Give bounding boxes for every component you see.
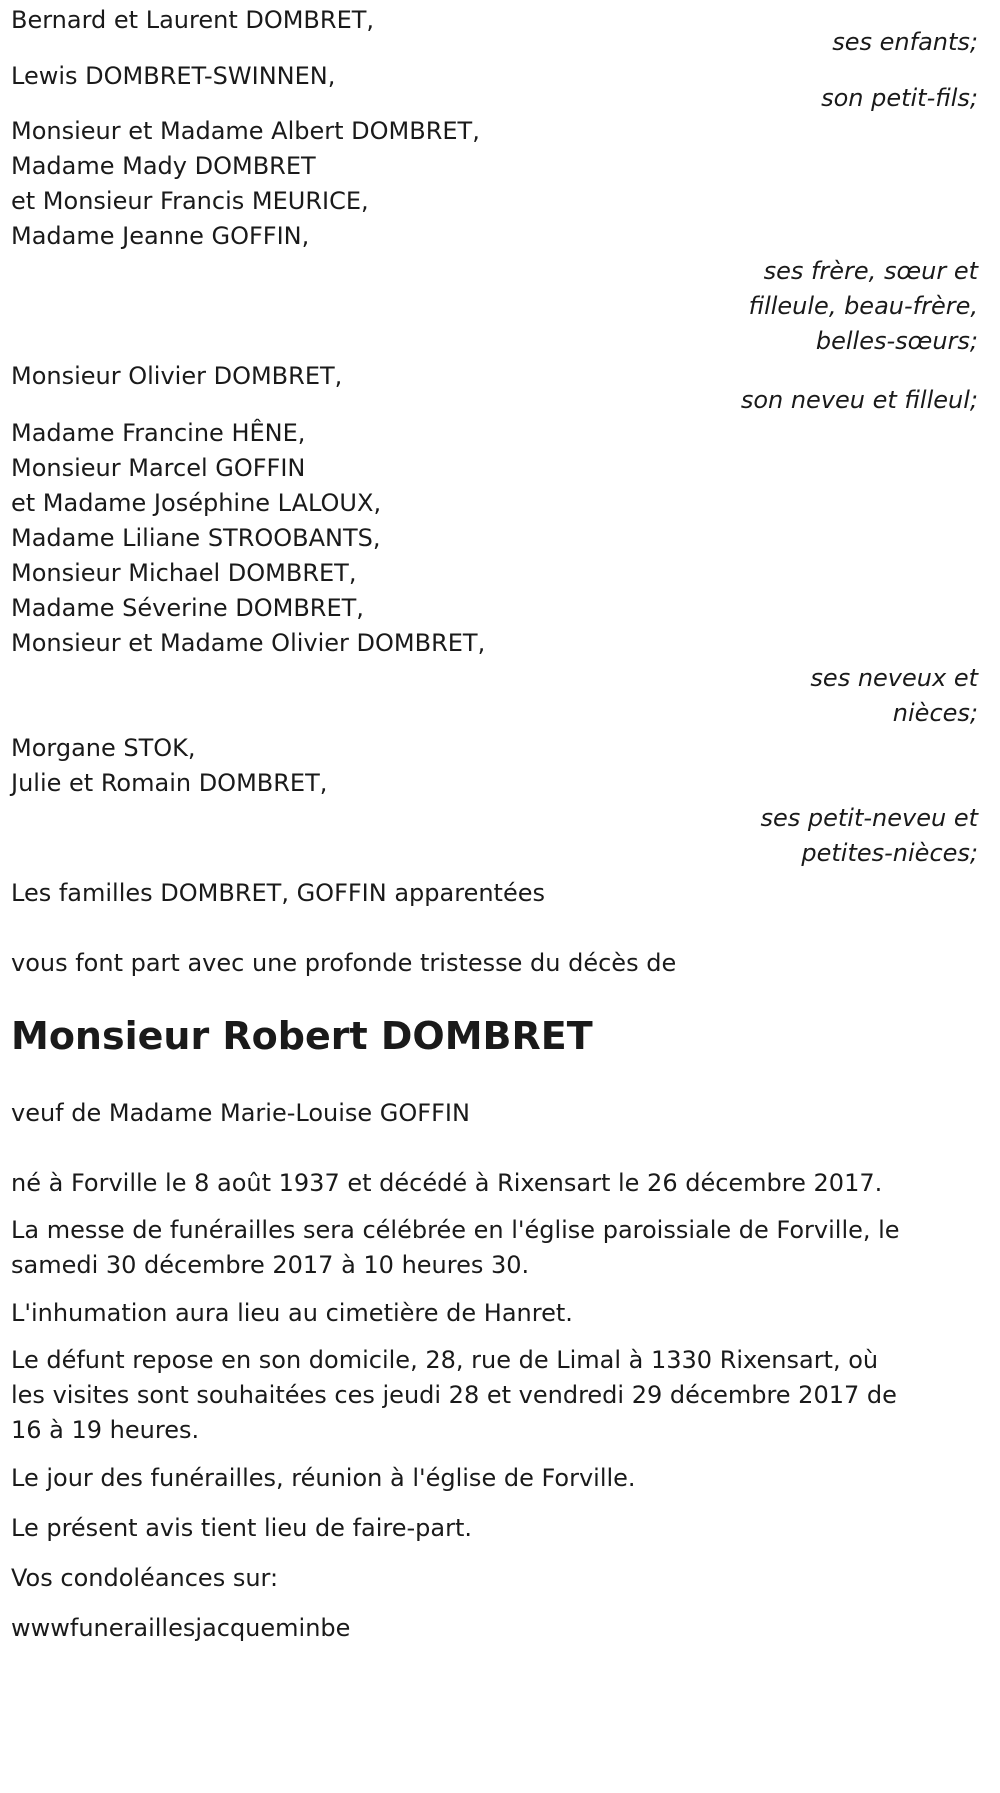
paragraph-line: Le défunt repose en son domicile, 28, rue de Limal à 1330 Rixensart, où	[11, 1346, 879, 1374]
family-name-line: Monsieur Olivier DOMBRET,	[11, 362, 343, 390]
relation-label: ses neveux et	[810, 664, 978, 692]
visitation-paragraph	[11, 1343, 989, 1448]
condolences-paragraph	[11, 1558, 989, 1598]
family-name-line: Madame Francine HÊNE,	[11, 419, 306, 447]
mass-paragraph	[11, 1213, 989, 1283]
paragraph-line: né à Forville le 8 août 1937 et décédé à Rixensart le 26 décembre 2017.	[11, 1169, 883, 1197]
family-name-line: Madame Mady DOMBRET	[11, 152, 316, 180]
paragraph-line: les visites sont souhaitées ces jeudi 28 et vendredi 29 décembre 2017 de	[11, 1381, 897, 1409]
family-name-line: Madame Séverine DOMBRET,	[11, 594, 364, 622]
website-paragraph	[11, 1608, 989, 1648]
family-name-line: Monsieur et Madame Albert DOMBRET,	[11, 117, 480, 145]
family-name-line: Madame Liliane STROOBANTS,	[11, 524, 381, 552]
family-group-nephew-godson	[11, 359, 989, 420]
family-name-line: Monsieur Marcel GOFFIN	[11, 454, 306, 482]
burial-paragraph	[11, 1293, 989, 1333]
paragraph-line: Le jour des funérailles, réunion à l'église de Forville.	[11, 1464, 636, 1492]
family-name-line: Monsieur et Madame Olivier DOMBRET,	[11, 629, 486, 657]
paragraph-line: Vos condoléances sur:	[11, 1564, 279, 1592]
meeting-paragraph	[11, 1458, 989, 1498]
family-name-line: et Madame Joséphine LALOUX,	[11, 489, 382, 517]
relation-label: filleule, beau-frère,	[748, 292, 978, 320]
family-name-line: Morgane STOK,	[11, 734, 196, 762]
family-name-line: et Monsieur Francis MEURICE,	[11, 187, 369, 215]
deceased-name: Monsieur Robert DOMBRET	[11, 1014, 593, 1058]
relation-label: nièces;	[892, 699, 978, 727]
relation-label: ses enfants;	[832, 28, 978, 56]
family-name-line: Lewis DOMBRET-SWINNEN,	[11, 62, 336, 90]
relation-label: ses petit-neveu et	[760, 804, 978, 832]
notice-paragraph	[11, 1508, 989, 1548]
relation-label: son neveu et filleul;	[740, 386, 978, 414]
paragraph-line: L'inhumation aura lieu au cimetière de Hanret.	[11, 1299, 573, 1327]
obituary-notice	[11, 0, 989, 1658]
relation-label: son petit-fils;	[821, 84, 978, 112]
relation-label: petites-nièces;	[801, 839, 978, 867]
paragraph-line: samedi 30 décembre 2017 à 10 heures 30.	[11, 1251, 530, 1279]
condolences-website: wwwfuneraillesjacqueminbe	[11, 1614, 351, 1642]
family-group-children	[11, 0, 989, 62]
family-name-line: Monsieur Michael DOMBRET,	[11, 559, 357, 587]
family-name-line: Madame Jeanne GOFFIN,	[11, 222, 310, 250]
birth-death-paragraph	[11, 1163, 989, 1203]
family-group-siblings	[11, 114, 989, 359]
relation-label: ses frère, sœur et	[763, 257, 978, 285]
paragraph-line: Le présent avis tient lieu de faire-part.	[11, 1514, 473, 1542]
paragraph-line: 16 à 19 heures.	[11, 1416, 200, 1444]
family-group-grandson	[11, 56, 989, 118]
widower-line: veuf de Madame Marie-Louise GOFFIN	[11, 1099, 470, 1127]
family-group-nephews-nieces	[11, 416, 989, 731]
family-name-line: Julie et Romain DOMBRET,	[11, 769, 328, 797]
relation-label: belles-sœurs;	[815, 327, 978, 355]
families-line: Les familles DOMBRET, GOFFIN apparentées	[11, 879, 545, 907]
family-name-line: Bernard et Laurent DOMBRET,	[11, 6, 375, 34]
family-group-grandnephews	[11, 731, 989, 871]
paragraph-line: La messe de funérailles sera célébrée en l'église paroissiale de Forville, le	[11, 1216, 900, 1244]
announcement-line: vous font part avec une profonde tristesse du décès de	[11, 949, 677, 977]
